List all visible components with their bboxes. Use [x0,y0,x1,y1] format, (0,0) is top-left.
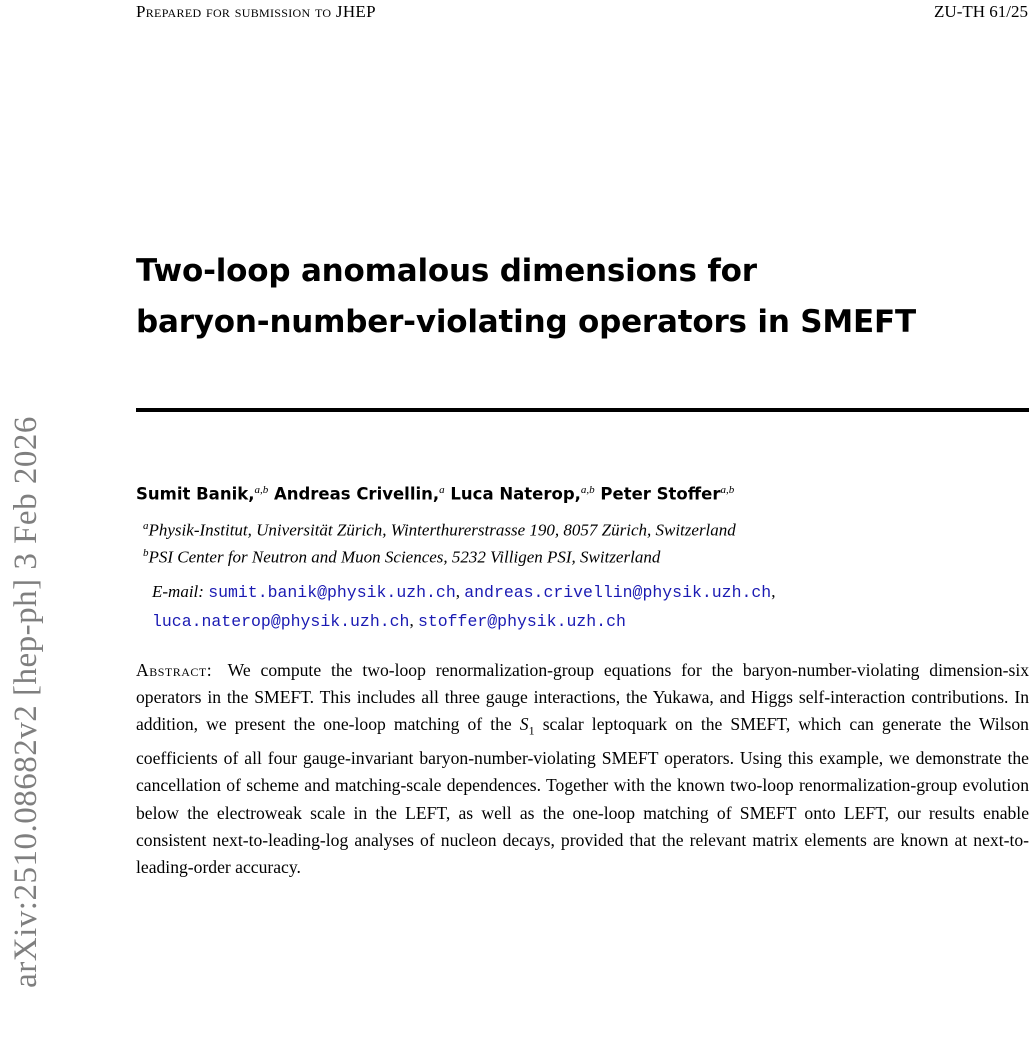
title-rule [136,408,1029,412]
abstract-label: Abstract: [136,660,213,680]
email-label: E-mail: [152,582,204,601]
author-name: Peter Stoffer [600,484,721,504]
journal-note: Prepared for submission to JHEP [136,2,376,21]
abstract-text-1: We compute the two-loop renormalization-group equations for the baryon-number-violating dimension-six operators in the SMEFT. This includes all three gauge interactions, the Yukawa, and Higgs self-interaction contributions. In addition, we present the one-loop matching of the [136,660,1030,735]
author-name: Sumit Banik, [136,484,255,504]
author-list [136,484,734,504]
email-link[interactable]: stoffer@physik.uzh.ch [417,612,626,631]
affiliation-mark: b [143,547,149,559]
title-line-2: baryon-number-violating operators in SMEFT [136,304,916,340]
email-link[interactable]: luca.naterop@physik.uzh.ch [152,612,410,631]
author-affiliation-mark: a,b [254,484,269,496]
author-affiliation-mark: a,b [720,484,735,496]
author-affiliation-mark: a [439,484,445,496]
email-block: E-mail: sumit.banik@physik.uzh.ch, andreas.crivellin@physik.uzh.ch, luca.naterop@physik.uzh.ch, stoffer@physik.uzh.ch [152,582,776,631]
leptoquark-symbol [519,714,535,738]
math-subscript: 1 [528,723,535,738]
arxiv-identifier-stamp: arXiv:2510.08682v2 [hep-ph] 3 Feb 2026 [8,416,44,988]
affiliation-b [143,547,660,568]
affiliation-a [143,520,736,541]
author-name: Luca Naterop, [450,484,581,504]
author-affiliation-mark: a,b [580,484,595,496]
paper-title [136,246,1016,348]
email-link[interactable]: andreas.crivellin@physik.uzh.ch [464,583,772,602]
affiliation-text: Physik-Institut, Universität Zürich, Winterthurerstrasse 190, 8057 Zürich, Switzerland [148,520,736,540]
affiliation-text: PSI Center for Neutron and Muon Sciences, 5232 Villigen PSI, Switzerland [148,547,661,567]
affiliation-mark: a [143,520,149,532]
abstract [136,657,1029,881]
math-symbol: S [519,714,529,735]
email-link[interactable]: sumit.banik@physik.uzh.ch [208,583,456,602]
report-number: ZU-TH 61/25 [934,2,1028,21]
author-name: Andreas Crivellin, [273,484,440,504]
abstract-text-2: scalar leptoquark on the SMEFT, which can generate the Wilson coefficients of all four gauge-invariant baryon-number-violating SMEFT operators. Using this example, we demonstrate the cancellation of scheme and matching-scale dependences. Together with the known two-loop renormalization-group evolution below the electroweak scale in the LEFT, as well as the one-loop matching of SMEFT onto LEFT, our results enable consistent next-to-leading-log analyses of nucleon decays, provided that the relevant matrix elements are known at next-to-leading-order accuracy. [136,714,1029,877]
title-line-1: Two-loop anomalous dimensions for [136,253,757,289]
